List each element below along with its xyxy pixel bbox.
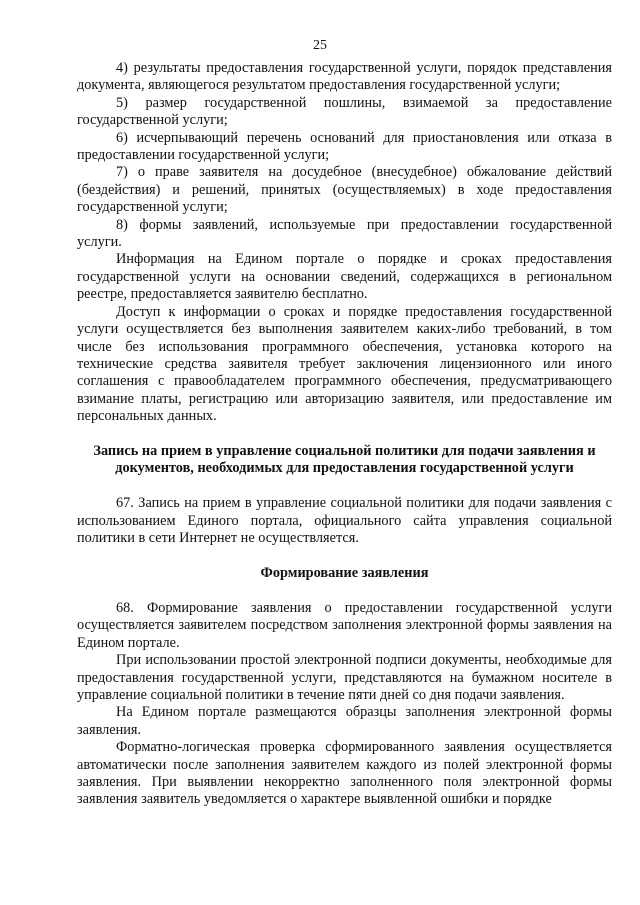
paragraph-item-4: 4) результаты предоставления государственной услуги, порядок представления документа, являющегося результатом предоставления государственной услуги; — [77, 60, 612, 94]
paragraph-portal-info: Информация на Едином портале о порядке и сроках предоставления государственной услуги на основании сведений, содержащихся в региональном реестре, предоставляется заявителю бесплатно. — [77, 251, 612, 303]
section-heading-form: Формирование заявления — [260, 564, 429, 581]
document-body — [77, 60, 612, 809]
paragraph-68: 68. Формирование заявления о предоставлении государственной услуги осуществляется заявителем посредством заполнения электронной формы заявления на Едином портале. — [77, 599, 612, 651]
paragraph-format-check: Форматно-логическая проверка сформированного заявления осуществляется автоматически после заполнения заявителем каждого из полей электронной формы заявления. При выявлении некорректно заполненного поля электронной формы заявления заявитель уведомляется о характере выявленной ошибки и порядке — [77, 739, 612, 808]
paragraph-item-7: 7) о праве заявителя на досудебное (внесудебное) обжалование действий (бездействия) и решений, принятых (осуществляемых) в ходе предоставления государственной услуги; — [77, 164, 612, 216]
paragraph-item-8: 8) формы заявлений, используемые при предоставлении государственной услуги. — [77, 216, 612, 251]
section-heading-appointment: Запись на прием в управление социальной политики для подачи заявления и документов, необходимых для предоставления государственной услуги — [93, 442, 596, 476]
paragraph-item-6: 6) исчерпывающий перечень оснований для приостановления или отказа в предоставлении государственной услуги; — [77, 129, 612, 164]
paragraph-samples: На Едином портале размещаются образцы заполнения электронной формы заявления. — [77, 704, 612, 738]
page-number: 25 — [313, 38, 327, 53]
paragraph-access-info: Доступ к информации о сроках и порядке предоставления государственной услуги осуществляется без выполнения заявителем каких-либо требований, в том числе без использования программного обеспечения, установка которого на технические средства заявителя требует заключения лицензионного или иного соглашения с правообладателем программного обеспечения, предусматривающего взимание платы, регистрацию или авторизацию заявителя, или предоставление им персональных данных. — [77, 303, 612, 425]
paragraph-item-5: 5) размер государственной пошлины, взимаемой за предоставление государственной услуги; — [77, 94, 612, 129]
paragraph-electronic-signature: При использовании простой электронной подписи документы, необходимые для предоставления государственной услуги, представляются на бумажном носителе в управление социальной политики в течение пяти дней со дня подачи заявления. — [77, 652, 612, 703]
paragraph-67: 67. Запись на прием в управление социальной политики для подачи заявления с использованием Единого портала, официального сайта управления социальной политики в сети Интернет не осуществляется. — [77, 495, 612, 547]
